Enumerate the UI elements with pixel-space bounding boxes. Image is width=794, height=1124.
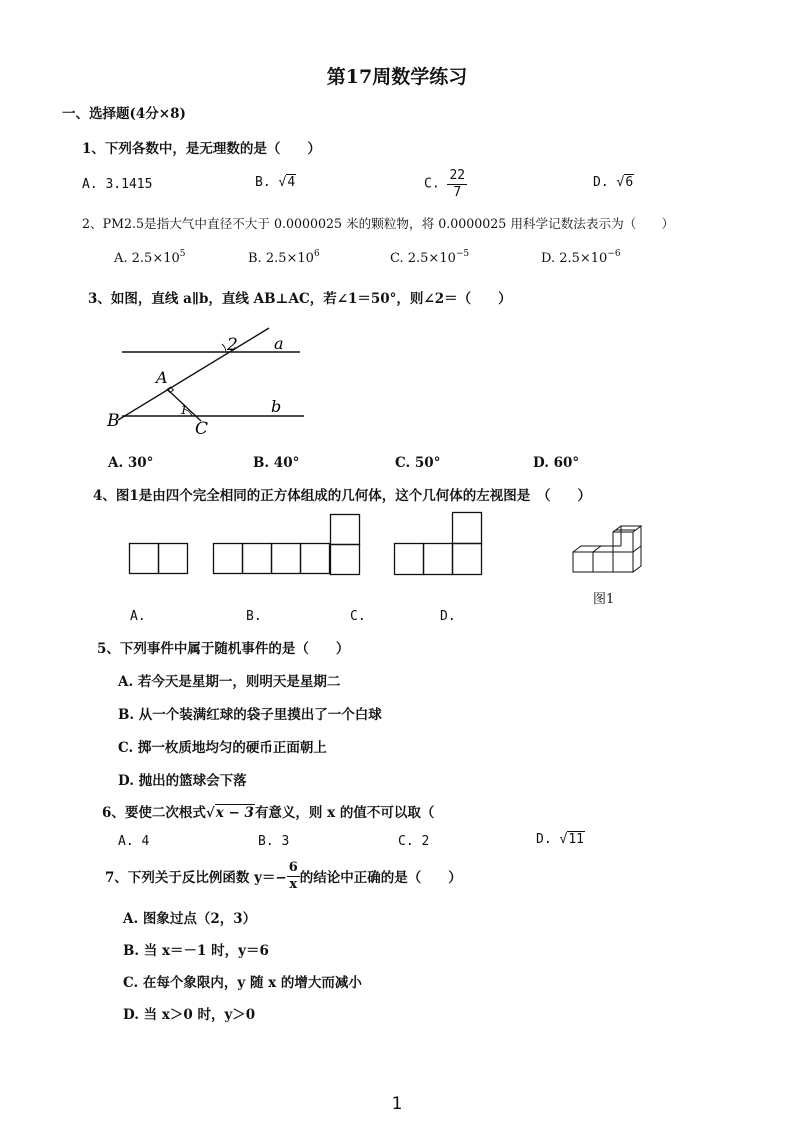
q1-option-d: D. √6 — [593, 175, 634, 190]
q3-option-a: A. 30° — [108, 455, 154, 471]
q4-option-c-view — [330, 514, 362, 576]
section-heading: 一、选择题(4分×8) — [62, 106, 186, 122]
q3-option-c: C. 50° — [395, 455, 441, 471]
question-4-stem: 4、图1是由四个完全相同的正方体组成的几何体，这个几何体的左视图是 （ ） — [93, 488, 592, 504]
q4-figure-1-solid — [572, 522, 644, 574]
question-3-stem: 3、如图，直线 a∥b，直线 AB⊥AC，若∠1＝50°，则∠2＝（ ） — [88, 291, 512, 307]
q4-option-b-label: B. — [246, 609, 262, 624]
q2-option-d: D. $2.5\times 10^{-6}$ — [541, 249, 621, 266]
q7-option-a: A. 图象过点（2，3） — [123, 911, 257, 927]
q4-option-a-view — [129, 543, 189, 575]
q2-option-c: C. $2.5\times 10^{-5}$ — [390, 249, 470, 266]
q4-option-c-label: C. — [350, 609, 366, 624]
point-c-label: C — [195, 419, 209, 439]
q6-option-b: B. 3 — [258, 834, 290, 849]
q5-option-a: A. 若今天是星期一，则明天是星期二 — [118, 674, 341, 690]
q1-option-c: C. $\frac{22}{7}$ — [424, 168, 466, 200]
q1-option-b: B. √4 — [255, 175, 296, 190]
line-a-label: a — [274, 334, 284, 353]
point-a-label: A — [156, 368, 168, 387]
q2-option-a: A. $2.5\times 10^5$ — [114, 249, 186, 266]
angle-2-arc — [222, 344, 226, 352]
question-2-stem: 2、PM2.5是指大气中直径不大于 0.0000025 米的颗粒物，将 0.0000025 用科学记数法表示为（ ） — [82, 216, 675, 231]
q4-option-b-view — [213, 543, 333, 575]
q4-option-a-label: A. — [130, 609, 146, 624]
question-5-stem: 5、下列事件中属于随机事件的是（ ） — [97, 641, 350, 657]
page-number: 1 — [391, 1094, 403, 1114]
q4-option-d-label: D. — [440, 609, 456, 624]
q6-option-d: D. √11 — [536, 832, 584, 847]
question-7-stem: 7、下列关于反比例函数 y＝− $\frac{6}{x}$ 的结论中正确的是（ ） — [105, 860, 462, 892]
q3-geometry-figure — [104, 322, 324, 439]
q7-option-b: B. 当 x＝－1 时，y＝6 — [123, 943, 269, 959]
q3-option-d: D. 60° — [533, 455, 580, 471]
q7-option-c: C. 在每个象限内，y 随 x 的增大而减小 — [123, 975, 362, 991]
point-b-label: B — [107, 411, 120, 431]
q5-option-d: D. 抛出的篮球会下落 — [118, 773, 247, 789]
q4-option-d-view — [394, 512, 484, 576]
line-ab — [118, 328, 269, 420]
q3-option-b: B. 40° — [253, 455, 300, 471]
q6-option-c: C. 2 — [398, 834, 430, 849]
page-title: 第17周数学练习 — [326, 66, 468, 88]
q1-option-a: A. 3.1415 — [82, 177, 153, 192]
angle-2-label: 2 — [227, 335, 238, 355]
angle-1-label: 1 — [180, 403, 188, 417]
q4-figure-label: 图1 — [593, 592, 615, 607]
question-1-stem: 1、下列各数中，是无理数的是（ ） — [82, 141, 321, 157]
q5-option-b: B. 从一个装满红球的袋子里摸出了一个白球 — [118, 707, 382, 723]
line-b-label: b — [271, 397, 282, 416]
q5-option-c: C. 掷一枚质地均匀的硬币正面朝上 — [118, 740, 327, 756]
q2-option-b: B. $2.5\times 10^6$ — [248, 249, 320, 266]
question-6-stem: 6、要使二次根式√x − 3有意义，则 x 的值不可以取（ — [102, 805, 435, 821]
q7-option-d: D. 当 x＞0 时，y＞0 — [123, 1007, 256, 1023]
q6-option-a: A. 4 — [118, 834, 150, 849]
